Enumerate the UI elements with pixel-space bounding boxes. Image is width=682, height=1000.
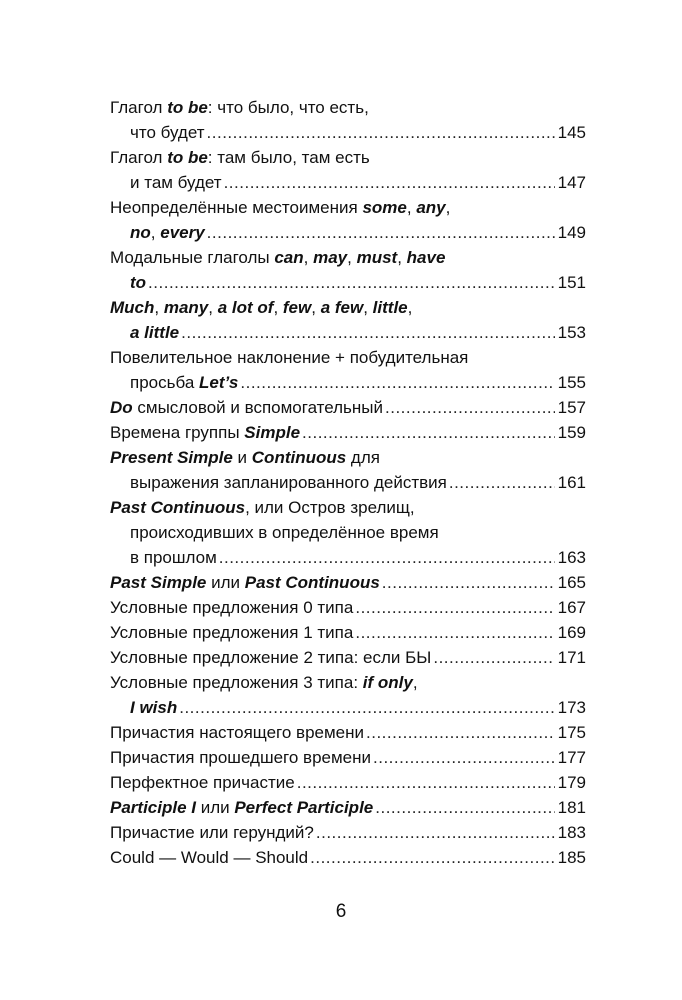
toc-text: , или Остров зрелищ, bbox=[245, 498, 415, 517]
dot-leader bbox=[316, 821, 555, 845]
toc-term: Perfect Participle bbox=[234, 798, 374, 817]
toc-entry-line bbox=[110, 96, 586, 120]
toc-term: Continuous bbox=[251, 448, 347, 467]
toc-entry-text bbox=[130, 371, 238, 395]
toc-entry-text bbox=[110, 496, 415, 520]
toc-text: просьба bbox=[130, 373, 199, 392]
toc-page-number: 165 bbox=[557, 573, 586, 592]
toc-entry-text bbox=[110, 96, 369, 120]
toc-text: Перфектное причастие bbox=[110, 773, 295, 792]
toc-term: Past Continuous bbox=[244, 573, 380, 592]
toc-entry bbox=[110, 621, 586, 645]
toc-entry bbox=[110, 646, 586, 670]
toc-text: Времена группы bbox=[110, 423, 245, 442]
dot-leader bbox=[181, 321, 555, 345]
toc-text: , bbox=[412, 673, 418, 692]
dot-leader bbox=[219, 546, 555, 570]
toc-page-number: 167 bbox=[557, 598, 586, 617]
page-number: 6 bbox=[335, 901, 347, 922]
toc-page-number: 185 bbox=[557, 848, 586, 867]
dot-leader bbox=[179, 696, 554, 720]
toc-entry bbox=[130, 321, 586, 345]
toc-term: Simple bbox=[244, 423, 301, 442]
toc-entry-text bbox=[130, 121, 205, 145]
toc-page-number: 147 bbox=[557, 173, 586, 192]
toc-text: , bbox=[445, 198, 451, 217]
toc-page-number: 171 bbox=[557, 648, 586, 667]
toc-text: , bbox=[406, 198, 417, 217]
toc-page-number: 177 bbox=[557, 748, 586, 767]
toc-entry-text bbox=[110, 671, 418, 695]
toc-entry-line bbox=[110, 671, 586, 695]
toc-entry bbox=[130, 221, 586, 245]
toc-text: , bbox=[303, 248, 314, 267]
toc-text: выражения запланированного действия bbox=[130, 473, 447, 492]
toc-entry-text bbox=[110, 396, 383, 420]
toc-entry-text bbox=[130, 471, 447, 495]
dot-leader bbox=[366, 721, 555, 745]
toc-text: в прошлом bbox=[130, 548, 217, 567]
toc-page-number: 169 bbox=[557, 623, 586, 642]
toc-text: : что было, что есть, bbox=[207, 98, 369, 117]
toc-text: Глагол bbox=[110, 148, 168, 167]
toc-entry-text bbox=[130, 546, 217, 570]
toc-term: Let’s bbox=[199, 373, 239, 392]
toc-entry-text bbox=[110, 596, 353, 620]
toc-entry-text bbox=[110, 196, 450, 220]
toc-page-number: 163 bbox=[557, 548, 586, 567]
toc-text: что будет bbox=[130, 123, 205, 142]
toc-term: to be bbox=[167, 148, 208, 167]
dot-leader bbox=[240, 371, 554, 395]
toc-text: Условные предложения 0 типа bbox=[110, 598, 354, 617]
toc-entry-text bbox=[110, 246, 445, 270]
toc-page-number: 183 bbox=[557, 823, 586, 842]
toc-page-number: 157 bbox=[557, 398, 586, 417]
toc-page-number: 161 bbox=[557, 473, 586, 492]
toc-page-number: 159 bbox=[557, 423, 586, 442]
dot-leader bbox=[207, 121, 555, 145]
toc-term: a few bbox=[320, 298, 364, 317]
toc-page-number: 175 bbox=[557, 723, 586, 742]
dot-leader bbox=[385, 396, 555, 420]
toc-text: или bbox=[195, 798, 235, 817]
toc-entry-line bbox=[110, 346, 586, 370]
toc-entry bbox=[130, 271, 586, 295]
toc-term: little bbox=[372, 298, 408, 317]
toc-text: , bbox=[273, 298, 283, 317]
toc-entry-text bbox=[110, 346, 468, 370]
toc-text: Глагол bbox=[110, 98, 168, 117]
toc-term: may bbox=[313, 248, 348, 267]
toc-entry bbox=[130, 546, 586, 570]
toc-entry-text bbox=[130, 696, 177, 720]
toc-term: must bbox=[356, 248, 398, 267]
toc-term: if only bbox=[362, 673, 413, 692]
toc-page-number: 151 bbox=[557, 273, 586, 292]
toc-text: и там будет bbox=[130, 173, 222, 192]
toc-entry-text bbox=[130, 171, 222, 195]
toc-entry bbox=[110, 571, 586, 595]
toc-text: Модальные глаголы bbox=[110, 248, 275, 267]
toc-text: происходивших в определённое время bbox=[130, 523, 439, 542]
toc-entry-text bbox=[110, 646, 431, 670]
dot-leader bbox=[310, 846, 555, 870]
toc-text: Could — Would — Should bbox=[110, 848, 309, 867]
toc-text: Условные предложения 3 типа: bbox=[110, 673, 363, 692]
toc-entry bbox=[110, 796, 586, 820]
toc-term: every bbox=[160, 223, 205, 242]
toc-term: some bbox=[362, 198, 407, 217]
toc-entry-text bbox=[110, 421, 300, 445]
toc-entry-line bbox=[110, 246, 586, 270]
dot-leader bbox=[355, 621, 554, 645]
toc-entry-text bbox=[110, 296, 412, 320]
toc-text: , bbox=[154, 298, 164, 317]
dot-leader bbox=[302, 421, 555, 445]
toc-text: , bbox=[363, 298, 373, 317]
toc-entry-line bbox=[110, 296, 586, 320]
toc-page-number: 181 bbox=[557, 798, 586, 817]
toc-term: few bbox=[282, 298, 312, 317]
toc-term: Present Simple bbox=[110, 448, 233, 467]
toc-text: Повелительное наклонение + побудительная bbox=[110, 348, 469, 367]
toc-entry bbox=[110, 596, 586, 620]
toc-term: a lot of bbox=[217, 298, 274, 317]
toc-entry-line bbox=[110, 496, 586, 520]
toc-entry-line bbox=[130, 521, 586, 545]
toc-text: и bbox=[232, 448, 252, 467]
dot-leader bbox=[382, 571, 555, 595]
dot-leader bbox=[224, 171, 555, 195]
toc-entry bbox=[130, 696, 586, 720]
toc-entry bbox=[110, 846, 586, 870]
toc-entry-text bbox=[110, 446, 380, 470]
toc-term: I wish bbox=[130, 698, 178, 717]
toc-entry-text bbox=[110, 846, 308, 870]
dot-leader bbox=[297, 771, 555, 795]
toc-text: для bbox=[346, 448, 380, 467]
toc-text: , bbox=[150, 223, 161, 242]
toc-entry-text bbox=[110, 721, 364, 745]
toc-term: a little bbox=[130, 323, 180, 342]
toc-text: , bbox=[397, 248, 407, 267]
dot-leader bbox=[433, 646, 554, 670]
toc-term: have bbox=[406, 248, 446, 267]
toc-text: Неопределённые местоимения bbox=[110, 198, 363, 217]
toc-entry-text bbox=[110, 796, 373, 820]
dot-leader bbox=[449, 471, 555, 495]
toc-page-number: 155 bbox=[557, 373, 586, 392]
toc-text: , bbox=[347, 248, 357, 267]
toc-entry-text bbox=[130, 321, 179, 345]
toc-text: Условные предложения 1 типа bbox=[110, 623, 354, 642]
toc-entry bbox=[110, 746, 586, 770]
toc-entry-text bbox=[130, 271, 146, 295]
toc-text: , bbox=[407, 298, 413, 317]
toc-term: no bbox=[130, 223, 151, 242]
toc-entry-text bbox=[110, 746, 371, 770]
toc-entry-text bbox=[110, 146, 370, 170]
toc-entry-text bbox=[130, 521, 439, 545]
toc-entry-line bbox=[110, 446, 586, 470]
toc-entry bbox=[130, 471, 586, 495]
toc-text: Причастие или герундий? bbox=[110, 823, 314, 842]
toc-entry bbox=[110, 721, 586, 745]
toc-term: to be bbox=[167, 98, 208, 117]
toc-term: Participle I bbox=[110, 798, 196, 817]
dot-leader bbox=[355, 596, 554, 620]
toc-entry-line bbox=[110, 196, 586, 220]
toc-page-number: 145 bbox=[557, 123, 586, 142]
toc-entry-text bbox=[130, 221, 205, 245]
toc-term: Past Continuous bbox=[110, 498, 246, 517]
toc-entry bbox=[110, 421, 586, 445]
dot-leader bbox=[373, 746, 555, 770]
toc-text: Причастия настоящего времени bbox=[110, 723, 365, 742]
toc-entry bbox=[110, 771, 586, 795]
toc-entry-text bbox=[110, 821, 314, 845]
toc-text: : там было, там есть bbox=[207, 148, 370, 167]
toc-entry bbox=[130, 171, 586, 195]
toc-page-number: 153 bbox=[557, 323, 586, 342]
toc-page-number: 149 bbox=[557, 223, 586, 242]
toc-term: Do bbox=[110, 398, 133, 417]
dot-leader bbox=[148, 271, 555, 295]
toc-entry-line bbox=[110, 146, 586, 170]
toc-text: или bbox=[206, 573, 245, 592]
toc-entry bbox=[110, 821, 586, 845]
toc-text: Причастия прошедшего времени bbox=[110, 748, 372, 767]
toc-text: смысловой и вспомогательный bbox=[132, 398, 384, 417]
toc-term: to bbox=[130, 273, 147, 292]
toc-term: Much bbox=[110, 298, 155, 317]
toc-entry-text bbox=[110, 771, 295, 795]
toc-page-number: 173 bbox=[557, 698, 586, 717]
toc-entry-text bbox=[110, 571, 380, 595]
toc-term: many bbox=[163, 298, 209, 317]
toc-text: Условные предложение 2 типа: если БЫ bbox=[110, 648, 432, 667]
toc-text: , bbox=[311, 298, 321, 317]
dot-leader bbox=[207, 221, 555, 245]
toc-entry bbox=[110, 396, 586, 420]
toc-term: can bbox=[274, 248, 304, 267]
dot-leader bbox=[375, 796, 554, 820]
toc-entry-text bbox=[110, 621, 353, 645]
toc-entry bbox=[130, 121, 586, 145]
toc-entry bbox=[130, 371, 586, 395]
toc-text: , bbox=[208, 298, 218, 317]
toc-term: any bbox=[416, 198, 446, 217]
toc-page-number: 179 bbox=[557, 773, 586, 792]
toc-term: Past Simple bbox=[110, 573, 207, 592]
